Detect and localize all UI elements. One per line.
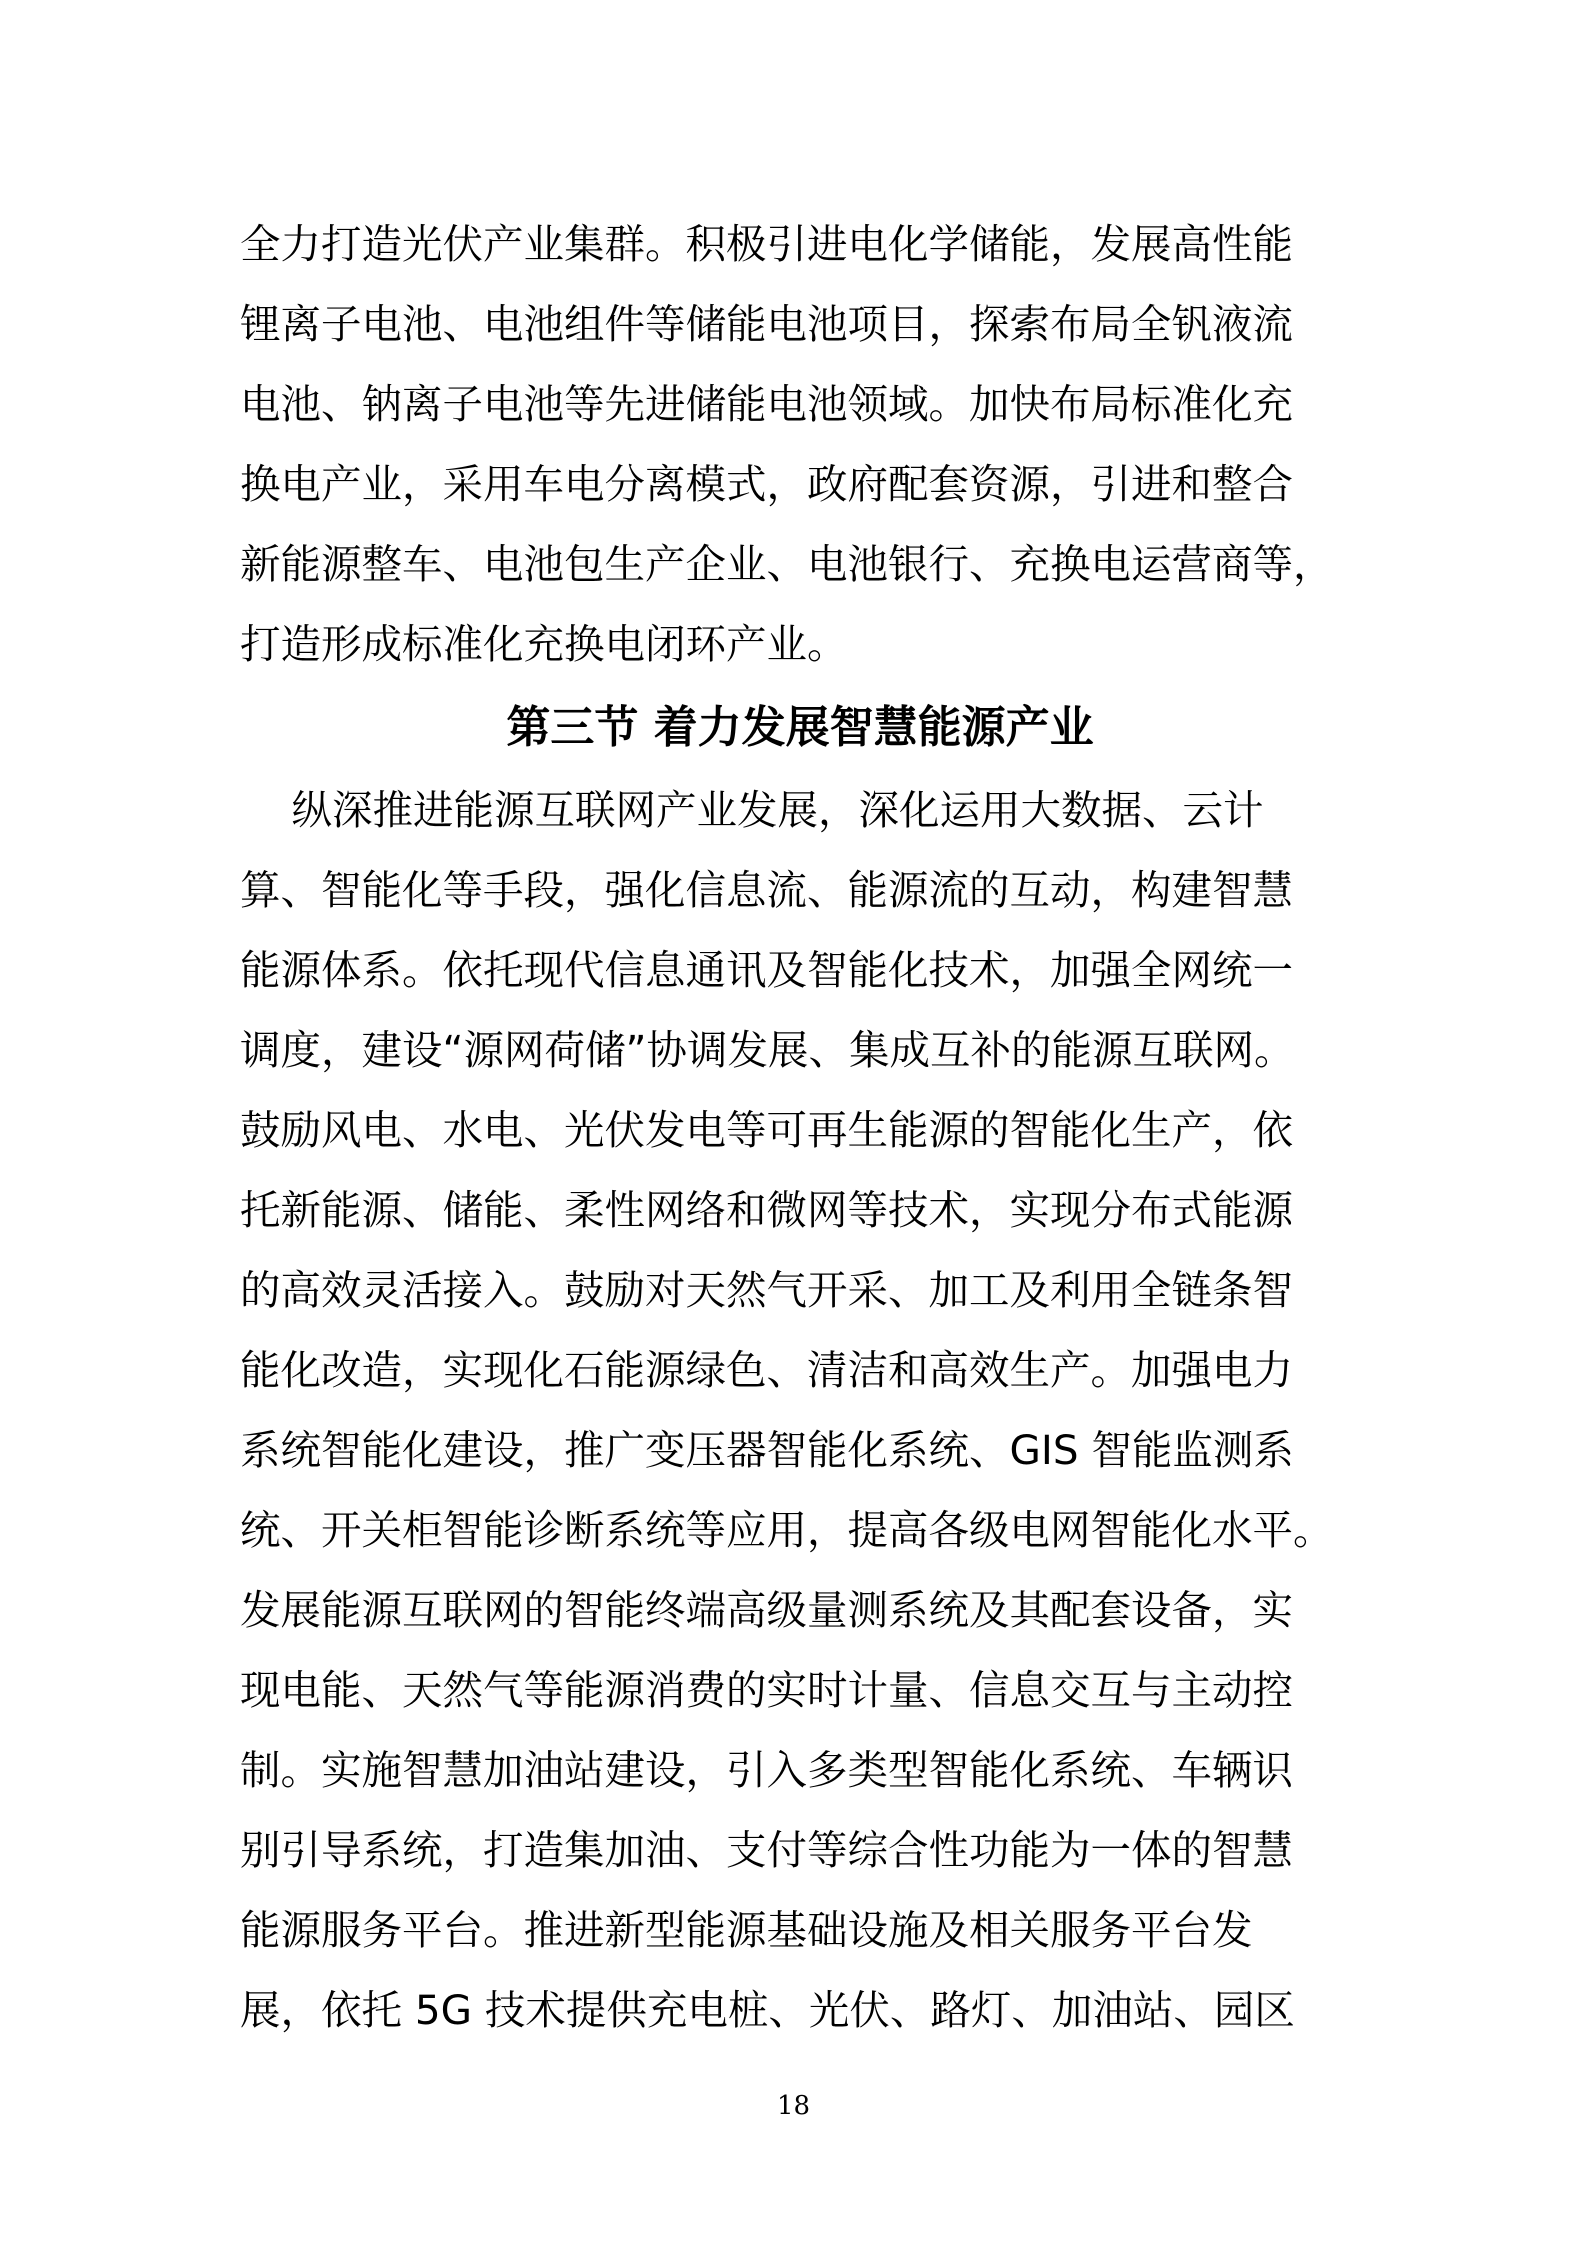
section-heading: 第三节 着力发展智慧能源产业: [506, 702, 1094, 753]
text-line: 算、智能化等手段，强化信息流、能源流的互动，构建智慧: [240, 866, 1293, 914]
text-line: 能化改造，实现化石能源绿色、清洁和高效生产。加强电力: [240, 1346, 1293, 1394]
text-line: 全力打造光伏产业集群。积极引进电化学储能，发展高性能: [240, 220, 1293, 268]
text-line: 现电能、天然气等能源消费的实时计量、信息交互与主动控: [240, 1666, 1293, 1714]
text-line: 换电产业，采用车电分离模式，政府配套资源，引进和整合: [240, 460, 1293, 508]
paragraph-smart-energy: [240, 770, 1360, 2050]
text-line: 别引导系统，打造集加油、支付等综合性功能为一体的智慧: [240, 1826, 1293, 1874]
page-number: 18: [776, 2091, 811, 2121]
text-line: 统、开关柜智能诊断系统等应用，提高各级电网智能化水平。: [240, 1506, 1334, 1554]
text-line: 锂离子电池、电池组件等储能电池项目，探索布局全钒液流: [240, 300, 1293, 348]
text-line: 系统智能化建设，推广变压器智能化系统、GIS 智能监测系: [240, 1426, 1294, 1474]
text-line: 调度，建设“源网荷储”协调发展、集成互补的能源互联网。: [240, 1026, 1295, 1074]
text-line: 托新能源、储能、柔性网络和微网等技术，实现分布式能源: [240, 1186, 1293, 1234]
text-line: 纵深推进能源互联网产业发展，深化运用大数据、云计: [240, 786, 1264, 834]
text-line: 能源服务平台。推进新型能源基础设施及相关服务平台发: [240, 1906, 1253, 1954]
text-line: 的高效灵活接入。鼓励对天然气开采、加工及利用全链条智: [240, 1266, 1293, 1314]
text-line: 发展能源互联网的智能终端高级量测系统及其配套设备，实: [240, 1586, 1293, 1634]
text-line: 能源体系。依托现代信息通讯及智能化技术，加强全网统一: [240, 946, 1293, 994]
text-line: 新能源整车、电池包生产企业、电池银行、充换电运营商等，: [240, 540, 1334, 588]
text-line: 展，依托 5G 技术提供充电桩、光伏、路灯、加油站、园区: [240, 1986, 1295, 2034]
text-line: 制。实施智慧加油站建设，引入多类型智能化系统、车辆识: [240, 1746, 1293, 1794]
text-line: 鼓励风电、水电、光伏发电等可再生能源的智能化生产，依: [240, 1106, 1293, 1154]
text-line: 电池、钠离子电池等先进储能电池领域。加快布局标准化充: [240, 380, 1293, 428]
text-line: 打造形成标准化充换电闭环产业。: [240, 620, 848, 668]
paragraph-continued: [240, 204, 1360, 684]
